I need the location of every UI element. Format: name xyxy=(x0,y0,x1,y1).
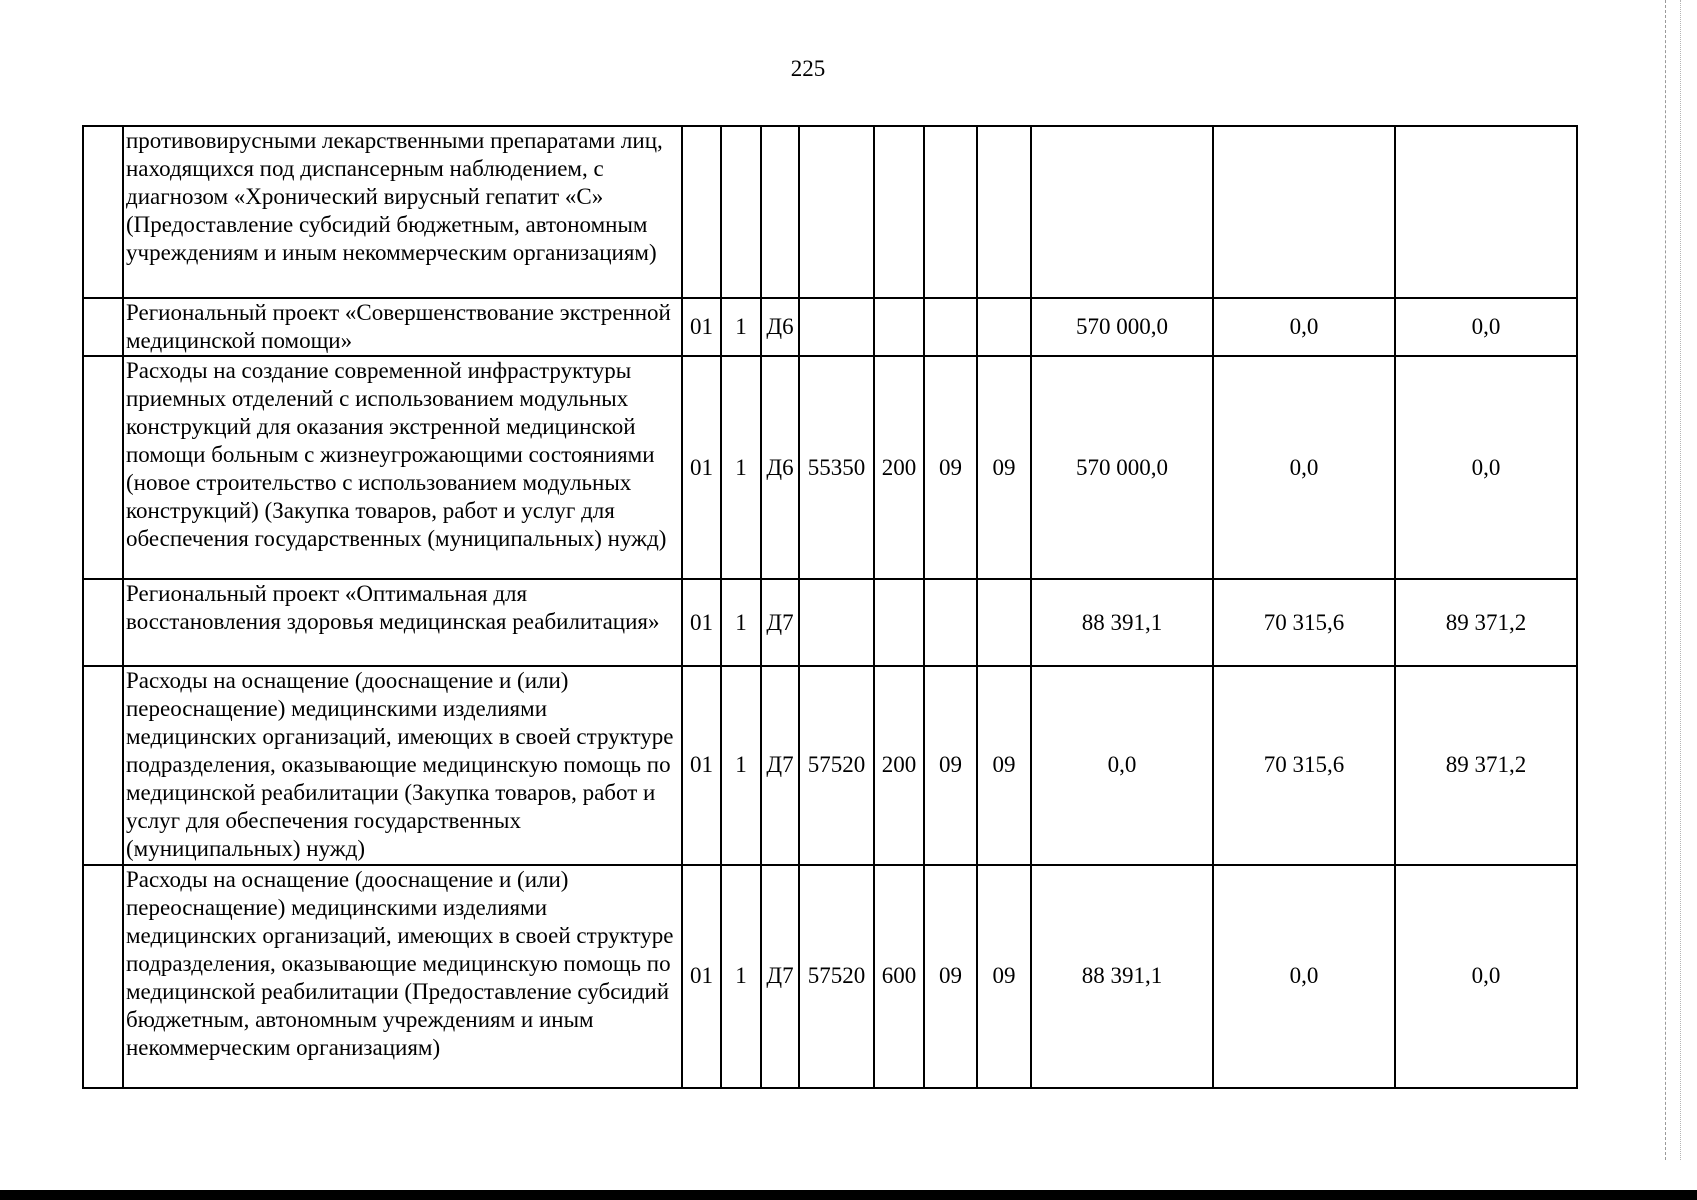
table-row xyxy=(83,126,1577,298)
amount-year-3 xyxy=(1395,126,1577,298)
code-direction xyxy=(799,126,874,298)
code-project: Д6 xyxy=(761,298,799,356)
code-section: 01 xyxy=(682,579,721,665)
row-marker-cell xyxy=(83,865,123,1088)
row-name: Расходы на создание современной инфраструктуры приемных отделений с использованием модульных конструкций для оказания экстренной медицинской помощи больным с жизнеугрожающими состояниями (новое строительство с использованием модульных конструкций) (Закупка товаров, работ и услуг для обеспечения государственных (муниципальных) нужд) xyxy=(123,356,682,579)
amount-year-1: 88 391,1 xyxy=(1031,865,1213,1088)
code-division xyxy=(924,298,977,356)
amount-year-2: 0,0 xyxy=(1213,298,1395,356)
row-name: Региональный проект «Оптимальная для восстановления здоровья медицинская реабилитация» xyxy=(123,579,682,665)
row-name: Расходы на оснащение (дооснащение и (или) переоснащение) медицинскими изделиями медицинских организаций, имеющих в своей структуре подразделения, оказывающие медицинскую помощь по медицинской реабилитации (Предоставление субсидий бюджетным, автономным учреждениям и иным некоммерческим организациям) xyxy=(123,865,682,1088)
code-section: 01 xyxy=(682,865,721,1088)
code-subprogram: 1 xyxy=(721,298,761,356)
code-project: Д7 xyxy=(761,865,799,1088)
code-subprogram: 1 xyxy=(721,666,761,865)
row-name: Расходы на оснащение (дооснащение и (или) переоснащение) медицинскими изделиями медицинских организаций, имеющих в своей структуре подразделения, оказывающие медицинскую помощь по медицинской реабилитации (Закупка товаров, работ и услуг для обеспечения государственных (муниципальных) нужд) xyxy=(123,666,682,865)
amount-year-2: 70 315,6 xyxy=(1213,666,1395,865)
amount-year-1 xyxy=(1031,126,1213,298)
amount-year-2: 0,0 xyxy=(1213,356,1395,579)
code-expense-type: 600 xyxy=(874,865,924,1088)
table-row xyxy=(83,666,1577,865)
code-section: 01 xyxy=(682,356,721,579)
code-division xyxy=(924,579,977,665)
row-name: противовирусными лекарственными препаратами лиц, находящихся под диспансерным наблюдением, с диагнозом «Хронический вирусный гепатит «С» (Предоставление субсидий бюджетным, автономным учреждениям и иным некоммерческим организациям) xyxy=(123,126,682,298)
amount-year-1: 0,0 xyxy=(1031,666,1213,865)
code-project: Д6 xyxy=(761,356,799,579)
code-division xyxy=(924,126,977,298)
code-subdivision: 09 xyxy=(977,356,1031,579)
row-marker-cell xyxy=(83,298,123,356)
code-division: 09 xyxy=(924,865,977,1088)
code-section xyxy=(682,126,721,298)
table-row xyxy=(83,356,1577,579)
code-direction xyxy=(799,579,874,665)
code-subdivision xyxy=(977,126,1031,298)
amount-year-1: 570 000,0 xyxy=(1031,298,1213,356)
code-project: Д7 xyxy=(761,579,799,665)
row-marker-cell xyxy=(83,126,123,298)
row-marker-cell xyxy=(83,579,123,665)
row-marker-cell xyxy=(83,666,123,865)
code-expense-type: 200 xyxy=(874,666,924,865)
code-subdivision: 09 xyxy=(977,666,1031,865)
code-expense-type: 200 xyxy=(874,356,924,579)
scan-bottom-band xyxy=(0,1190,1697,1200)
amount-year-1: 570 000,0 xyxy=(1031,356,1213,579)
amount-year-2: 70 315,6 xyxy=(1213,579,1395,665)
code-project: Д7 xyxy=(761,666,799,865)
code-direction: 55350 xyxy=(799,356,874,579)
amount-year-1: 88 391,1 xyxy=(1031,579,1213,665)
amount-year-3: 89 371,2 xyxy=(1395,666,1577,865)
code-subprogram: 1 xyxy=(721,865,761,1088)
code-expense-type xyxy=(874,126,924,298)
code-direction: 57520 xyxy=(799,865,874,1088)
amount-year-3: 0,0 xyxy=(1395,865,1577,1088)
amount-year-3: 0,0 xyxy=(1395,356,1577,579)
code-section: 01 xyxy=(682,666,721,865)
code-subdivision xyxy=(977,579,1031,665)
budget-table xyxy=(82,125,1578,1089)
amount-year-2: 0,0 xyxy=(1213,865,1395,1088)
amount-year-3: 0,0 xyxy=(1395,298,1577,356)
table-row xyxy=(83,579,1577,665)
code-subprogram: 1 xyxy=(721,356,761,579)
row-name: Региональный проект «Совершенствование экстренной медицинской помощи» xyxy=(123,298,682,356)
code-subprogram xyxy=(721,126,761,298)
code-expense-type xyxy=(874,579,924,665)
scan-edge-line xyxy=(1680,0,1681,1160)
code-subprogram: 1 xyxy=(721,579,761,665)
code-division: 09 xyxy=(924,356,977,579)
table-row xyxy=(83,865,1577,1088)
code-section: 01 xyxy=(682,298,721,356)
page-number: 225 xyxy=(790,56,826,81)
code-project xyxy=(761,126,799,298)
code-division: 09 xyxy=(924,666,977,865)
code-expense-type xyxy=(874,298,924,356)
amount-year-2 xyxy=(1213,126,1395,298)
scan-edge-line xyxy=(1665,0,1666,1160)
row-marker-cell xyxy=(83,356,123,579)
code-subdivision xyxy=(977,298,1031,356)
code-direction: 57520 xyxy=(799,666,874,865)
code-subdivision: 09 xyxy=(977,865,1031,1088)
amount-year-3: 89 371,2 xyxy=(1395,579,1577,665)
code-direction xyxy=(799,298,874,356)
table-row xyxy=(83,298,1577,356)
